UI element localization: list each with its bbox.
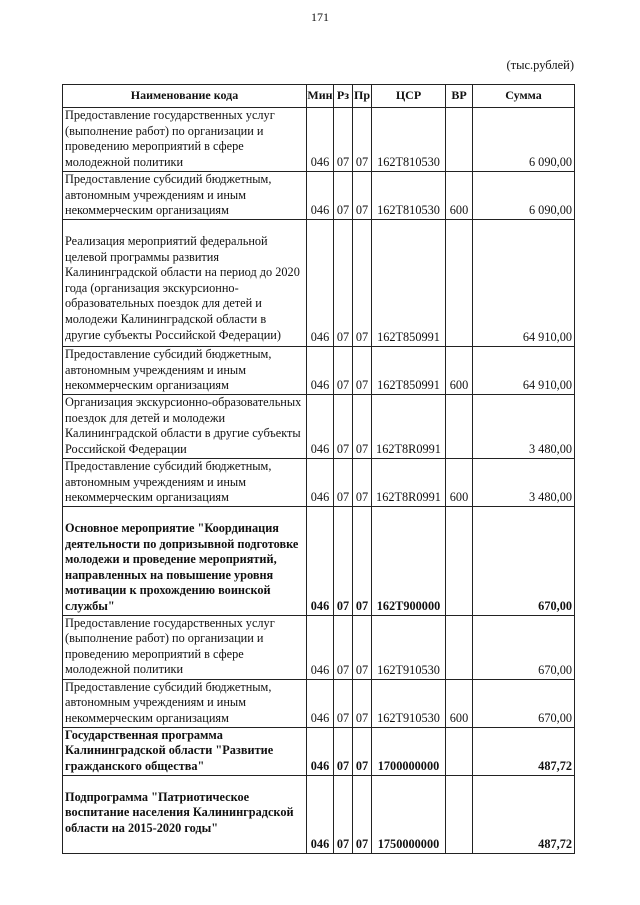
cell-rz: 07	[334, 172, 353, 220]
page-number: 171	[311, 10, 329, 24]
header-min: Мин	[307, 85, 334, 108]
cell-vr	[446, 727, 473, 775]
table-body	[63, 108, 575, 854]
cell-min: 046	[307, 172, 334, 220]
cell-min: 046	[307, 347, 334, 395]
cell-vr: 600	[446, 172, 473, 220]
cell-csr: 162Т810530	[372, 108, 446, 172]
cell-min: 046	[307, 220, 334, 347]
cell-rz: 07	[334, 459, 353, 507]
cell-pr: 07	[353, 172, 372, 220]
cell-rz: 07	[334, 108, 353, 172]
cell-vr	[446, 775, 473, 853]
cell-rz: 07	[334, 347, 353, 395]
header-name: Наименование кода	[63, 85, 307, 108]
cell-rz: 07	[334, 615, 353, 679]
cell-name: Государственная программа Калининградской области "Развитие гражданского общества"	[63, 727, 307, 775]
cell-min: 046	[307, 395, 334, 459]
cell-rz: 07	[334, 775, 353, 853]
cell-name: Подпрограмма "Патриотическое воспитание населения Калининградской области на 2015-2020 годы"	[63, 775, 307, 853]
table-row	[63, 615, 575, 679]
table-row	[63, 172, 575, 220]
cell-min: 046	[307, 679, 334, 727]
cell-pr: 07	[353, 459, 372, 507]
header-rz: Рз	[334, 85, 353, 108]
cell-name: Предоставление субсидий бюджетным, автономным учреждениям и иным некоммерческим организациям	[63, 347, 307, 395]
cell-pr: 07	[353, 220, 372, 347]
cell-vr	[446, 507, 473, 616]
cell-vr	[446, 615, 473, 679]
cell-csr: 162Т910530	[372, 679, 446, 727]
cell-min: 046	[307, 727, 334, 775]
cell-csr: 162Т900000	[372, 507, 446, 616]
cell-sum: 670,00	[473, 615, 575, 679]
table-row	[63, 220, 575, 347]
cell-pr: 07	[353, 347, 372, 395]
cell-pr: 07	[353, 395, 372, 459]
cell-vr: 600	[446, 347, 473, 395]
cell-sum: 3 480,00	[473, 459, 575, 507]
table-row	[63, 459, 575, 507]
cell-rz: 07	[334, 727, 353, 775]
cell-csr: 162Т8R0991	[372, 395, 446, 459]
cell-csr: 162Т8R0991	[372, 459, 446, 507]
table-row	[63, 395, 575, 459]
table-row	[63, 108, 575, 172]
cell-pr: 07	[353, 108, 372, 172]
cell-sum: 670,00	[473, 507, 575, 616]
cell-name: Предоставление государственных услуг (выполнение работ) по организации и проведению мероприятий в сфере молодежной политики	[63, 108, 307, 172]
cell-name: Реализация мероприятий федеральной целевой программы развития Калининградской области на период до 2020 года (организация экскурсионно-образовательных поездок для детей и молодежи Калининградской области в другие субъекты Российской Федерации)	[63, 220, 307, 347]
cell-csr: 162Т850991	[372, 347, 446, 395]
cell-pr: 07	[353, 727, 372, 775]
cell-name: Предоставление субсидий бюджетным, автономным учреждениям и иным некоммерческим организациям	[63, 679, 307, 727]
cell-sum: 6 090,00	[473, 108, 575, 172]
cell-csr: 162Т910530	[372, 615, 446, 679]
header-csr: ЦСР	[372, 85, 446, 108]
cell-sum: 6 090,00	[473, 172, 575, 220]
cell-name: Основное мероприятие "Координация деятельности по допризывной подготовке молодежи и проведение мероприятий, направленных на повышение уровня мотивации к прохождению воинской службы"	[63, 507, 307, 616]
header-pr: Пр	[353, 85, 372, 108]
cell-sum: 64 910,00	[473, 220, 575, 347]
cell-sum: 487,72	[473, 727, 575, 775]
cell-name: Предоставление субсидий бюджетным, автономным учреждениям и иным некоммерческим организациям	[63, 172, 307, 220]
table-row	[63, 507, 575, 616]
cell-sum: 64 910,00	[473, 347, 575, 395]
cell-rz: 07	[334, 395, 353, 459]
table-row	[63, 347, 575, 395]
cell-sum: 3 480,00	[473, 395, 575, 459]
table-header-row	[63, 85, 575, 108]
cell-csr: 1750000000	[372, 775, 446, 853]
cell-rz: 07	[334, 220, 353, 347]
table-row	[63, 775, 575, 853]
cell-min: 046	[307, 507, 334, 616]
cell-csr: 1700000000	[372, 727, 446, 775]
cell-pr: 07	[353, 775, 372, 853]
table-row	[63, 727, 575, 775]
table-row	[63, 679, 575, 727]
header-sum: Сумма	[473, 85, 575, 108]
cell-csr: 162Т850991	[372, 220, 446, 347]
cell-csr: 162Т810530	[372, 172, 446, 220]
header-vr: ВР	[446, 85, 473, 108]
budget-table	[62, 84, 575, 854]
cell-min: 046	[307, 459, 334, 507]
cell-name: Предоставление государственных услуг (выполнение работ) по организации и проведению мероприятий в сфере молодежной политики	[63, 615, 307, 679]
cell-vr	[446, 108, 473, 172]
cell-min: 046	[307, 615, 334, 679]
cell-pr: 07	[353, 679, 372, 727]
cell-vr: 600	[446, 459, 473, 507]
cell-name: Предоставление субсидий бюджетным, автономным учреждениям и иным некоммерческим организациям	[63, 459, 307, 507]
units-label: (тыс.рублей)	[506, 58, 574, 72]
cell-rz: 07	[334, 507, 353, 616]
cell-vr	[446, 395, 473, 459]
cell-sum: 670,00	[473, 679, 575, 727]
cell-sum: 487,72	[473, 775, 575, 853]
cell-min: 046	[307, 108, 334, 172]
cell-pr: 07	[353, 615, 372, 679]
cell-min: 046	[307, 775, 334, 853]
cell-name: Организация экскурсионно-образовательных поездок для детей и молодежи Калининградской области в другие субъекты Российской Федерации	[63, 395, 307, 459]
cell-rz: 07	[334, 679, 353, 727]
cell-vr: 600	[446, 679, 473, 727]
cell-vr	[446, 220, 473, 347]
cell-pr: 07	[353, 507, 372, 616]
